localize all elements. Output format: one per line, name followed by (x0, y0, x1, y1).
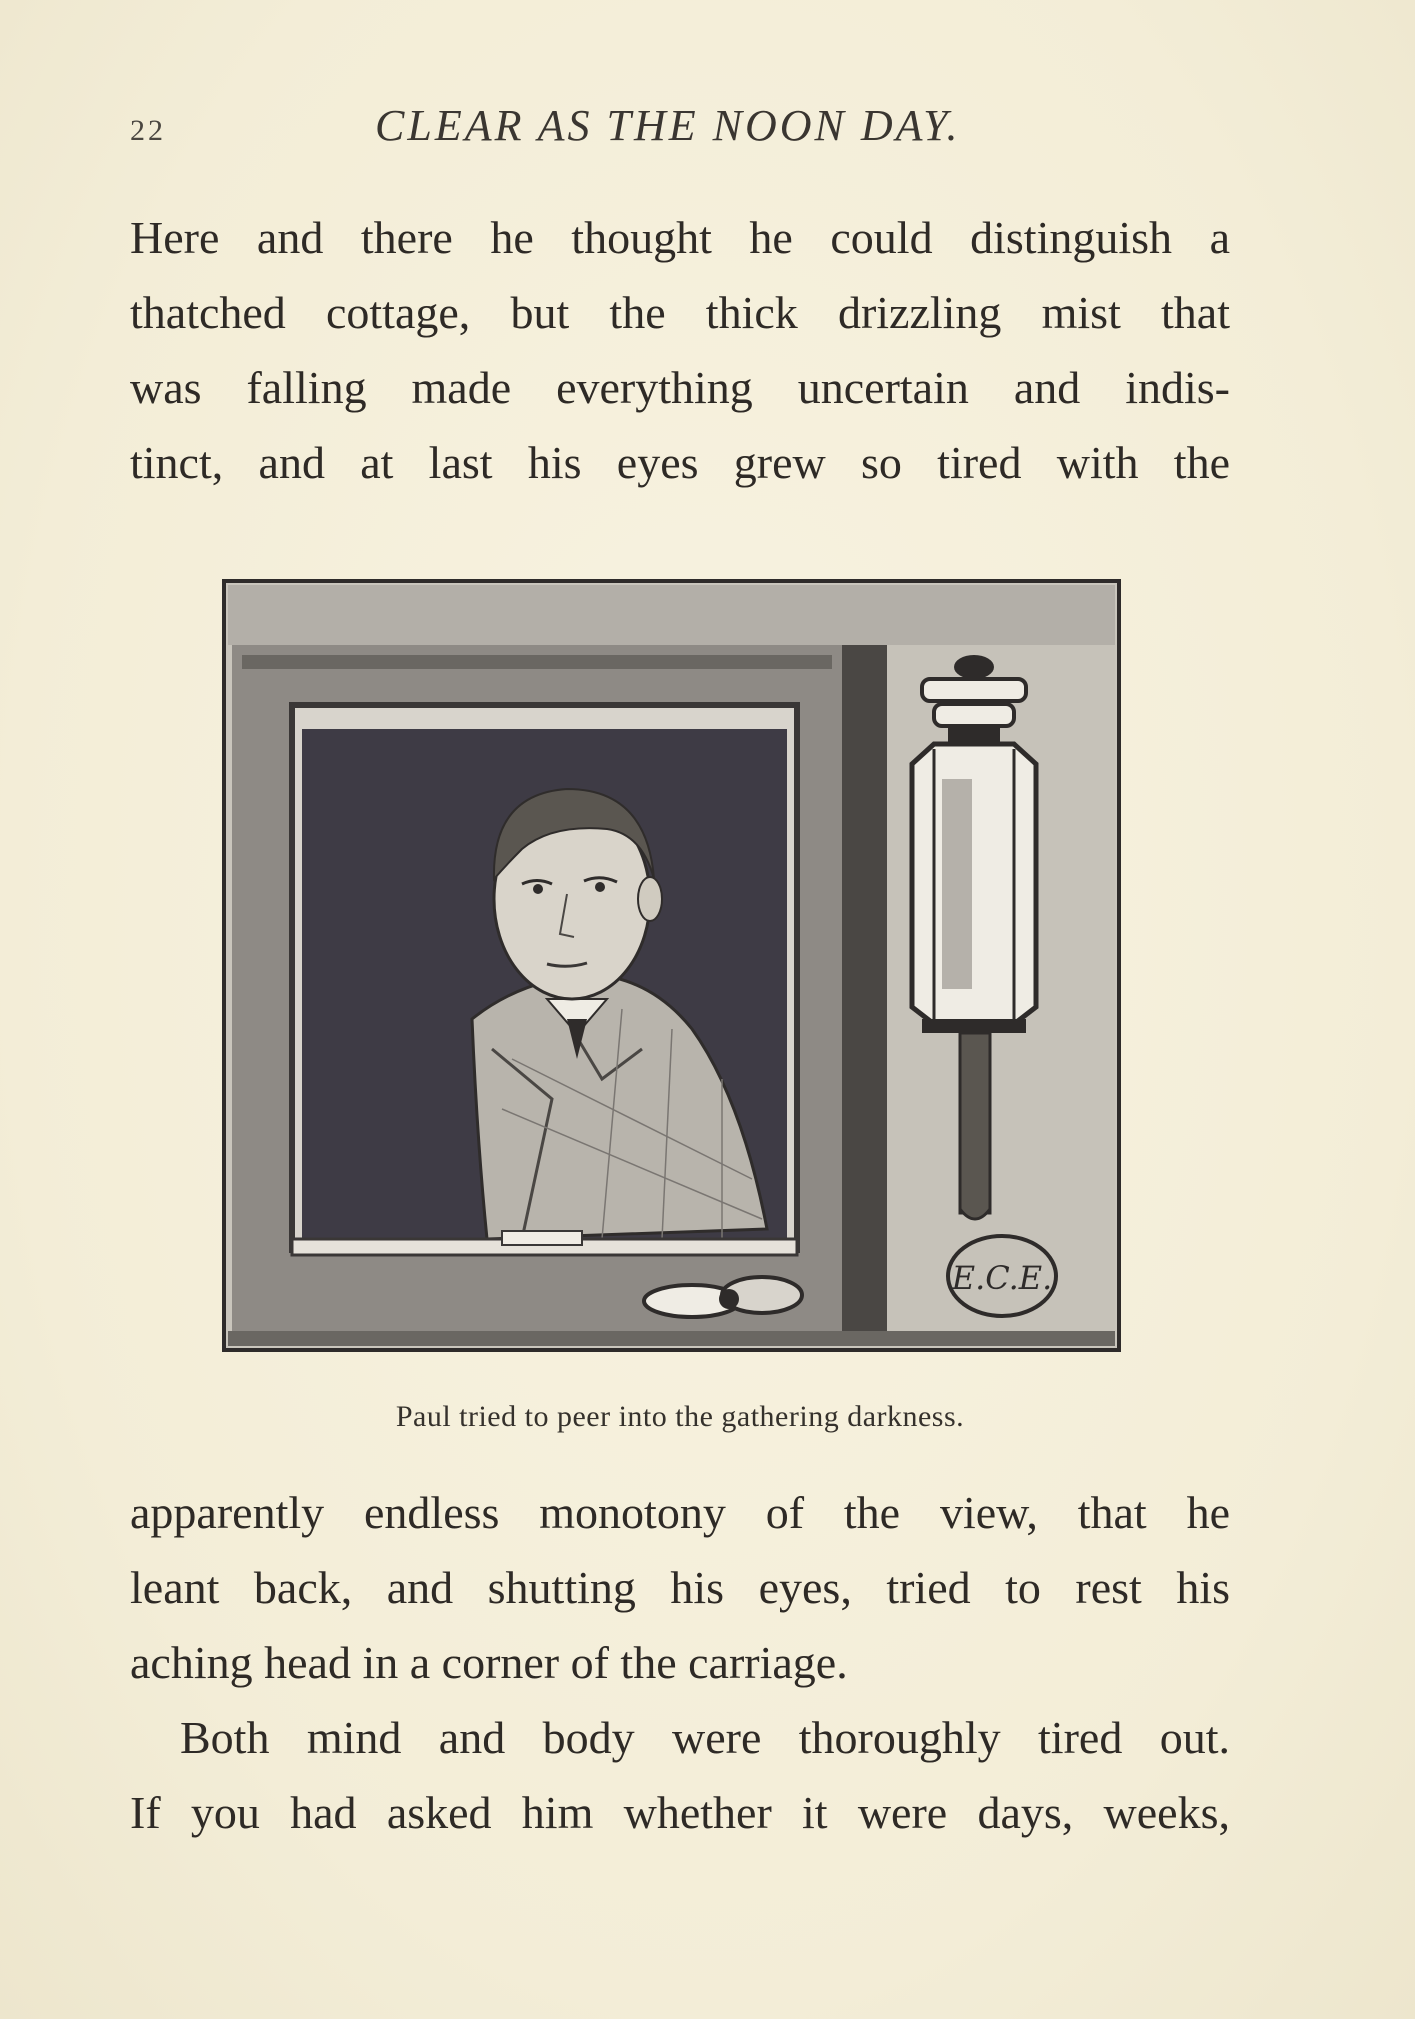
svg-text:E.C.E.: E.C.E. (951, 1259, 1053, 1297)
page-number: 22 (130, 114, 166, 147)
text-line: Both mind and body were thoroughly tired out. (180, 1712, 1230, 1763)
running-title: CLEAR AS THE NOON DAY. (375, 101, 961, 150)
body-text-top (130, 200, 1230, 500)
body-text-bottom (130, 1475, 1230, 1850)
text-line: thatched cottage, but the thick drizzling mist that (130, 287, 1230, 338)
illustration-boy-at-carriage-window (222, 579, 1121, 1352)
text-line: was falling made everything uncertain and indis- (130, 362, 1230, 413)
text-line: aching head in a corner of the carriage. (130, 1637, 848, 1688)
figure-caption: Paul tried to peer into the gathering darkness. (395, 1400, 965, 1433)
page-header (130, 100, 1230, 160)
text-line: leant back, and shutting his eyes, tried to rest his (130, 1562, 1230, 1613)
text-line: Here and there he thought he could distinguish a (130, 212, 1230, 263)
text-line: apparently endless monotony of the view, that he (130, 1487, 1230, 1538)
text-line: tinct, and at last his eyes grew so tired with the (130, 437, 1230, 488)
text-line: If you had asked him whether it were days, weeks, (130, 1787, 1230, 1838)
